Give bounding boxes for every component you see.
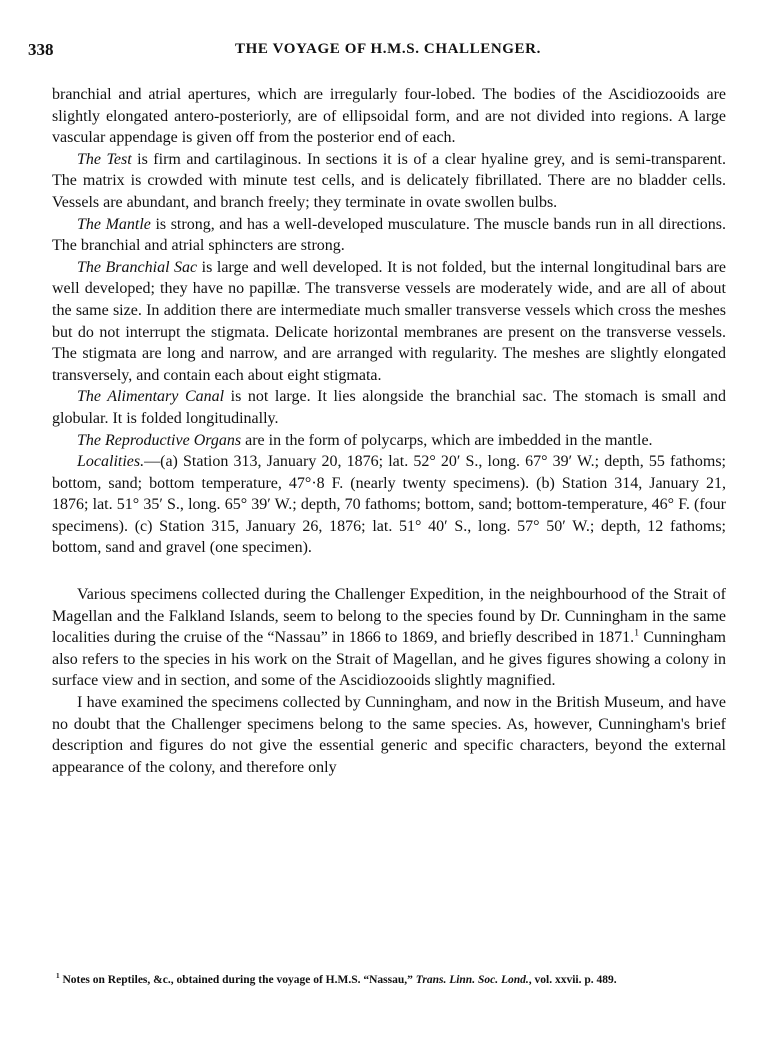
paragraph-text: Cunningham also refers to the species in his work on the Strait of Magellan, and he gives figures showing a colony in surface view and in section, and some of the Ascidiozooids slightly magnified.	[52, 629, 726, 690]
running-head: THE VOYAGE OF H.M.S. CHALLENGER.	[235, 41, 541, 57]
paragraph-text: —(a) Station 313, January 20, 1876; lat. 52° 20′ S., long. 67° 39′ W.; depth, 55 fathoms; bottom, sand; bottom temperature, 47°·8 F. (nearly twenty specimens). (b) Station 314, January 21, 1876; lat. 51° 35′ S., long. 65° 39′ W.; depth, 70 fathoms; bottom, sand; bottom-temperature, 46° F. (four specimens). (c) Station 315, January 26, 1876; lat. 51° 40′ S., long. 57° 50′ W.; depth, 12 fathoms; bottom, sand and gravel (one specimen).	[52, 453, 726, 557]
footnote-text: , vol. xxvii. p. 489.	[528, 974, 617, 986]
footnote-mark: 1	[56, 972, 60, 981]
paragraph-mantle	[52, 214, 726, 257]
paragraph-test	[52, 149, 726, 214]
paragraph-text: is not large. It lies alongside the branchial sac. The stomach is small and globular. It is folded longitudinally.	[52, 388, 726, 427]
section-heading-branchial-sac: The Branchial Sac	[77, 258, 198, 276]
footnote	[56, 972, 726, 988]
footnote-journal: Trans. Linn. Soc. Lond.	[415, 974, 529, 986]
paragraph-alimentary-canal	[52, 386, 726, 429]
paragraph-reproductive-organs	[52, 430, 726, 452]
section-heading-test: The Test	[77, 150, 132, 168]
section-heading-mantle: The Mantle	[77, 215, 151, 233]
paragraph-text: is strong, and has a well-developed musculature. The muscle bands run in all directions. The branchial and atrial sphincters are strong.	[52, 215, 726, 255]
footnote-text: Notes on Reptiles, &c., obtained during the voyage of H.M.S. “Nassau,”	[59, 974, 416, 986]
page-number: 338	[28, 40, 54, 59]
section-gap	[52, 559, 726, 584]
paragraph-text: Various specimens collected during the Challenger Expedition, in the neighbourhood of the Strait of Magellan and the Falkland Islands, seem to belong to the species found by Dr. Cunningham in the same localities during the cruise of the “Nassau” in 1866 to 1869, and briefly described in 1871.	[52, 586, 726, 647]
paragraph-text: is large and well developed. It is not folded, but the internal longitudinal bars are well developed; they have no papillæ. The transverse vessels are moderately wide, and are all of about the same size. In addition there are intermediate much smaller transverse vessels which cross the meshes but do not interrupt the stigmata. Delicate horizontal membranes are present on the transverse vessels. The stigmata are long and narrow, and are arranged with regularity. The meshes are slightly elongated transversely, and contain each about eight stigmata.	[52, 258, 726, 384]
section-heading-reproductive-organs: The Reproductive Organs	[77, 431, 242, 449]
paragraph-examination: I have examined the specimens collected by Cunningham, and now in the British Museum, and have no doubt that the Challenger specimens belong to the same species. As, however, Cunningham's brief description and figures do not give the essential generic and specific characters, beyond the external appearance of the colony, and therefore only	[52, 694, 726, 776]
paragraph-localities	[52, 451, 726, 559]
paragraph-text: is firm and cartilaginous. In sections it is of a clear hyaline grey, and is semi-transparent. The matrix is crowded with minute test cells, and is delicately fibrillated. There are no bladder cells. Vessels are abundant, and branch freely; they terminate in ovate swollen bulbs.	[52, 150, 727, 211]
paragraph-text: are in the form of polycarps, which are imbedded in the mantle.	[241, 431, 653, 449]
paragraph-specimens	[52, 584, 726, 692]
body-text	[52, 84, 726, 778]
footnote-reference: 1	[634, 627, 640, 639]
paragraph-branchial-sac	[52, 257, 726, 387]
section-heading-localities: Localities.	[77, 453, 145, 471]
page-header	[28, 40, 748, 64]
paragraph-continuation: branchial and atrial apertures, which are irregularly four-lobed. The bodies of the Ascidiozooids are slightly elongated antero-posteriorly, are of ellipsoidal form, and are not divided into regions. A large vascular appendage is given off from the posterior end of each.	[52, 86, 726, 147]
section-heading-alimentary-canal: The Alimentary Canal	[77, 388, 225, 406]
